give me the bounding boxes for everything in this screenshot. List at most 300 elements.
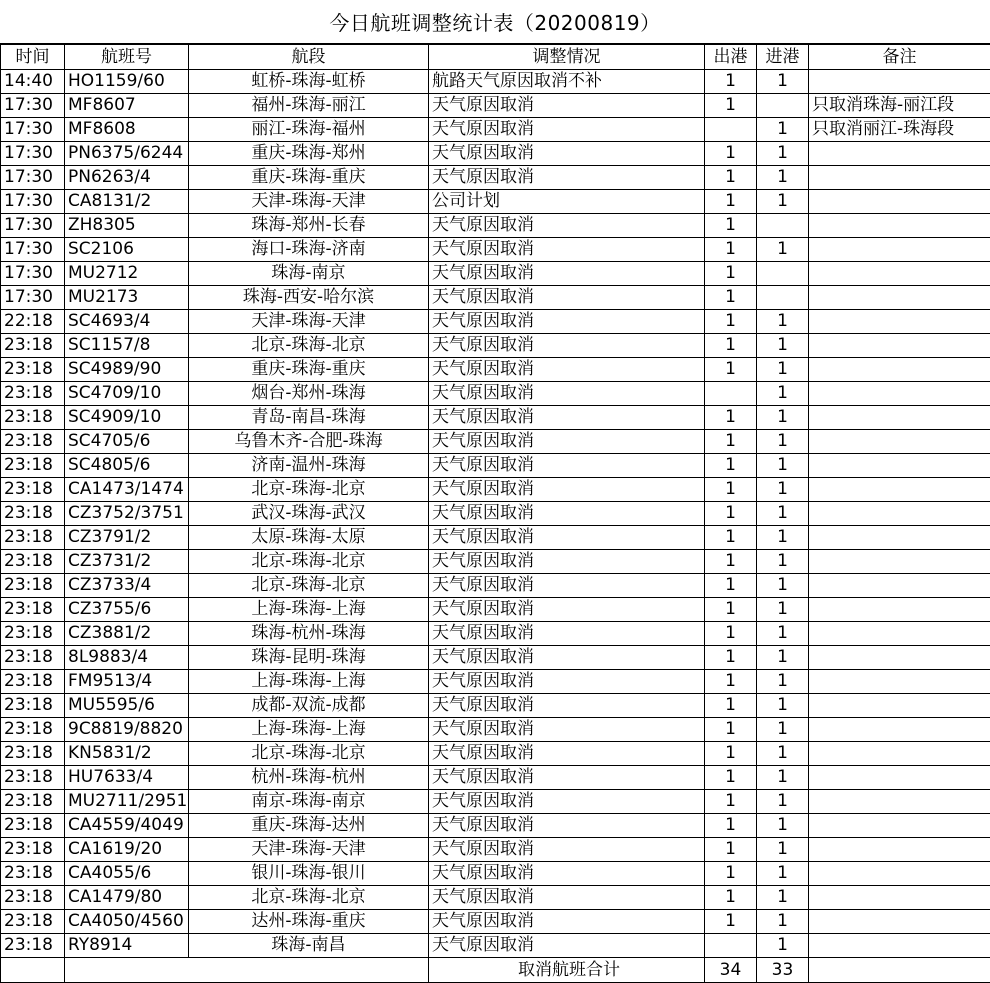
table-row xyxy=(1,598,990,622)
cell-note xyxy=(809,718,990,742)
cell-inbound: 1 xyxy=(757,142,809,166)
cell-segment: 北京-珠海-北京 xyxy=(189,334,429,358)
cell-segment: 青岛-南昌-珠海 xyxy=(189,406,429,430)
cell-flight-number: SC1157/8 xyxy=(65,334,189,358)
cell-outbound: 1 xyxy=(705,526,757,550)
cell-adjustment: 天气原因取消 xyxy=(429,862,705,886)
cell-outbound xyxy=(705,118,757,142)
table-row xyxy=(1,94,990,118)
table-row xyxy=(1,382,990,406)
cell-note: 只取消珠海-丽江段 xyxy=(809,94,990,118)
cell-flight-number: KN5831/2 xyxy=(65,742,189,766)
cell-time: 23:18 xyxy=(1,358,65,382)
table-row xyxy=(1,262,990,286)
cell-adjustment: 天气原因取消 xyxy=(429,358,705,382)
table-body xyxy=(1,70,990,958)
cell-inbound: 1 xyxy=(757,622,809,646)
table-row xyxy=(1,502,990,526)
cell-inbound: 1 xyxy=(757,790,809,814)
cell-inbound xyxy=(757,94,809,118)
cell-segment: 天津-珠海-天津 xyxy=(189,838,429,862)
cell-note xyxy=(809,646,990,670)
cell-outbound: 1 xyxy=(705,694,757,718)
cell-inbound: 1 xyxy=(757,430,809,454)
cell-inbound: 1 xyxy=(757,358,809,382)
cell-adjustment: 天气原因取消 xyxy=(429,334,705,358)
cell-adjustment: 天气原因取消 xyxy=(429,814,705,838)
cell-adjustment: 天气原因取消 xyxy=(429,478,705,502)
cell-note xyxy=(809,790,990,814)
cell-adjustment: 天气原因取消 xyxy=(429,382,705,406)
cell-segment: 重庆-珠海-达州 xyxy=(189,814,429,838)
cell-outbound: 1 xyxy=(705,550,757,574)
cell-time: 23:18 xyxy=(1,334,65,358)
cell-outbound: 1 xyxy=(705,574,757,598)
cell-time: 23:18 xyxy=(1,454,65,478)
table-row xyxy=(1,190,990,214)
cell-note xyxy=(809,478,990,502)
cell-outbound: 1 xyxy=(705,430,757,454)
table-row xyxy=(1,478,990,502)
cell-adjustment: 天气原因取消 xyxy=(429,838,705,862)
cell-flight-number: MU2173 xyxy=(65,286,189,310)
cell-note xyxy=(809,262,990,286)
cell-outbound: 1 xyxy=(705,262,757,286)
cell-inbound: 1 xyxy=(757,190,809,214)
table-row xyxy=(1,526,990,550)
cell-time: 17:30 xyxy=(1,94,65,118)
cell-inbound: 1 xyxy=(757,382,809,406)
cell-segment: 济南-温州-珠海 xyxy=(189,454,429,478)
cell-note xyxy=(809,406,990,430)
cell-inbound: 1 xyxy=(757,910,809,934)
cell-inbound: 1 xyxy=(757,310,809,334)
cell-flight-number: CZ3733/4 xyxy=(65,574,189,598)
cell-flight-number: MU5595/6 xyxy=(65,694,189,718)
cell-inbound: 1 xyxy=(757,334,809,358)
cell-time: 23:18 xyxy=(1,910,65,934)
cell-segment: 珠海-南京 xyxy=(189,262,429,286)
cell-note xyxy=(809,838,990,862)
table-row xyxy=(1,406,990,430)
cell-outbound: 1 xyxy=(705,94,757,118)
cell-segment: 达州-珠海-重庆 xyxy=(189,910,429,934)
cell-flight-number: SC4989/90 xyxy=(65,358,189,382)
cell-note xyxy=(809,550,990,574)
cell-inbound: 1 xyxy=(757,478,809,502)
cell-time: 23:18 xyxy=(1,622,65,646)
cell-segment: 重庆-珠海-郑州 xyxy=(189,142,429,166)
total-in: 33 xyxy=(757,958,809,983)
cell-outbound: 1 xyxy=(705,406,757,430)
cell-note xyxy=(809,502,990,526)
cell-adjustment: 天气原因取消 xyxy=(429,406,705,430)
cell-flight-number: CZ3881/2 xyxy=(65,622,189,646)
table-row xyxy=(1,238,990,262)
cell-segment: 武汉-珠海-武汉 xyxy=(189,502,429,526)
cell-flight-number: CZ3752/3751 xyxy=(65,502,189,526)
cell-time: 14:40 xyxy=(1,70,65,94)
cell-adjustment: 天气原因取消 xyxy=(429,94,705,118)
cell-adjustment: 天气原因取消 xyxy=(429,670,705,694)
cell-outbound: 1 xyxy=(705,670,757,694)
cell-flight-number: CA1473/1474 xyxy=(65,478,189,502)
cell-inbound xyxy=(757,286,809,310)
cell-time: 23:18 xyxy=(1,502,65,526)
cell-segment: 北京-珠海-北京 xyxy=(189,574,429,598)
cell-note xyxy=(809,238,990,262)
cell-inbound: 1 xyxy=(757,70,809,94)
cell-time: 23:18 xyxy=(1,670,65,694)
cell-inbound: 1 xyxy=(757,838,809,862)
cell-outbound: 1 xyxy=(705,166,757,190)
cell-adjustment: 天气原因取消 xyxy=(429,142,705,166)
cell-inbound: 1 xyxy=(757,694,809,718)
cell-inbound: 1 xyxy=(757,742,809,766)
cell-adjustment: 天气原因取消 xyxy=(429,286,705,310)
table-container xyxy=(0,44,990,983)
table-row xyxy=(1,574,990,598)
table-row xyxy=(1,118,990,142)
cell-segment: 天津-珠海-天津 xyxy=(189,190,429,214)
cell-outbound: 1 xyxy=(705,454,757,478)
cell-flight-number: MU2711/2951 xyxy=(65,790,189,814)
cell-flight-number: ZH8305 xyxy=(65,214,189,238)
cell-time: 17:30 xyxy=(1,118,65,142)
table-row xyxy=(1,694,990,718)
cell-time: 23:18 xyxy=(1,718,65,742)
total-empty-cell xyxy=(1,958,65,983)
cell-note xyxy=(809,454,990,478)
cell-note xyxy=(809,70,990,94)
cell-adjustment: 天气原因取消 xyxy=(429,574,705,598)
cell-time: 23:18 xyxy=(1,886,65,910)
cell-outbound: 1 xyxy=(705,142,757,166)
cell-note: 只取消丽江-珠海段 xyxy=(809,118,990,142)
cell-time: 23:18 xyxy=(1,406,65,430)
cell-segment: 重庆-珠海-重庆 xyxy=(189,166,429,190)
cell-segment: 上海-珠海-上海 xyxy=(189,670,429,694)
cell-outbound: 1 xyxy=(705,862,757,886)
cell-inbound: 1 xyxy=(757,406,809,430)
cell-inbound xyxy=(757,214,809,238)
cell-adjustment: 天气原因取消 xyxy=(429,790,705,814)
cell-note xyxy=(809,622,990,646)
cell-adjustment: 天气原因取消 xyxy=(429,502,705,526)
cell-flight-number: HO1159/60 xyxy=(65,70,189,94)
cell-segment: 银川-珠海-银川 xyxy=(189,862,429,886)
cell-inbound: 1 xyxy=(757,646,809,670)
cell-flight-number: SC4693/4 xyxy=(65,310,189,334)
cell-segment: 珠海-郑州-长春 xyxy=(189,214,429,238)
cell-time: 23:18 xyxy=(1,934,65,958)
cell-segment: 南京-珠海-南京 xyxy=(189,790,429,814)
cell-note xyxy=(809,286,990,310)
cell-note xyxy=(809,814,990,838)
cell-flight-number: SC4909/10 xyxy=(65,406,189,430)
cell-adjustment: 天气原因取消 xyxy=(429,550,705,574)
cell-segment: 北京-珠海-北京 xyxy=(189,478,429,502)
cell-segment: 天津-珠海-天津 xyxy=(189,310,429,334)
cell-segment: 珠海-南昌 xyxy=(189,934,429,958)
cell-inbound: 1 xyxy=(757,238,809,262)
cell-flight-number: 8L9883/4 xyxy=(65,646,189,670)
table-row xyxy=(1,142,990,166)
table-row xyxy=(1,358,990,382)
cell-segment: 成都-双流-成都 xyxy=(189,694,429,718)
cell-inbound: 1 xyxy=(757,550,809,574)
table-row xyxy=(1,430,990,454)
cell-outbound: 1 xyxy=(705,70,757,94)
cell-note xyxy=(809,214,990,238)
cell-inbound: 1 xyxy=(757,886,809,910)
cell-flight-number: HU7633/4 xyxy=(65,766,189,790)
header-row xyxy=(1,45,990,70)
cell-outbound: 1 xyxy=(705,622,757,646)
cell-note xyxy=(809,142,990,166)
table-row xyxy=(1,622,990,646)
cell-segment: 丽江-珠海-福州 xyxy=(189,118,429,142)
cell-adjustment: 天气原因取消 xyxy=(429,886,705,910)
cell-flight-number: MF8607 xyxy=(65,94,189,118)
cell-flight-number: CA1619/20 xyxy=(65,838,189,862)
header-in: 进港 xyxy=(757,45,809,70)
cell-inbound: 1 xyxy=(757,502,809,526)
cell-outbound: 1 xyxy=(705,838,757,862)
cell-outbound: 1 xyxy=(705,358,757,382)
cell-inbound: 1 xyxy=(757,118,809,142)
cell-time: 22:18 xyxy=(1,310,65,334)
cell-adjustment: 公司计划 xyxy=(429,190,705,214)
flight-adjustment-table xyxy=(0,44,990,983)
total-row xyxy=(1,958,990,983)
cell-time: 23:18 xyxy=(1,382,65,406)
table-row xyxy=(1,718,990,742)
cell-note xyxy=(809,334,990,358)
cell-segment: 上海-珠海-上海 xyxy=(189,718,429,742)
cell-note xyxy=(809,190,990,214)
cell-segment: 乌鲁木齐-合肥-珠海 xyxy=(189,430,429,454)
cell-flight-number: CZ3791/2 xyxy=(65,526,189,550)
cell-note xyxy=(809,886,990,910)
cell-flight-number: CA8131/2 xyxy=(65,190,189,214)
cell-flight-number: SC4705/6 xyxy=(65,430,189,454)
table-row xyxy=(1,814,990,838)
cell-flight-number: PN6375/6244 xyxy=(65,142,189,166)
cell-segment: 海口-珠海-济南 xyxy=(189,238,429,262)
cell-note xyxy=(809,358,990,382)
cell-time: 23:18 xyxy=(1,862,65,886)
cell-time: 23:18 xyxy=(1,550,65,574)
cell-note xyxy=(809,670,990,694)
cell-time: 23:18 xyxy=(1,790,65,814)
table-row xyxy=(1,70,990,94)
table-row xyxy=(1,670,990,694)
cell-time: 23:18 xyxy=(1,598,65,622)
cell-flight-number: MU2712 xyxy=(65,262,189,286)
cell-note xyxy=(809,910,990,934)
cell-time: 17:30 xyxy=(1,142,65,166)
cell-flight-number: RY8914 xyxy=(65,934,189,958)
cell-note xyxy=(809,598,990,622)
cell-inbound: 1 xyxy=(757,598,809,622)
cell-note xyxy=(809,694,990,718)
header-time: 时间 xyxy=(1,45,65,70)
cell-outbound: 1 xyxy=(705,718,757,742)
table-row xyxy=(1,286,990,310)
cell-outbound: 1 xyxy=(705,502,757,526)
table-row xyxy=(1,550,990,574)
cell-flight-number: SC2106 xyxy=(65,238,189,262)
total-empty-cell xyxy=(809,958,990,983)
table-row xyxy=(1,310,990,334)
cell-outbound: 1 xyxy=(705,214,757,238)
cell-adjustment: 天气原因取消 xyxy=(429,718,705,742)
cell-outbound xyxy=(705,382,757,406)
cell-note xyxy=(809,166,990,190)
cell-adjustment: 天气原因取消 xyxy=(429,598,705,622)
cell-time: 17:30 xyxy=(1,286,65,310)
cell-outbound: 1 xyxy=(705,910,757,934)
cell-segment: 烟台-郑州-珠海 xyxy=(189,382,429,406)
cell-time: 23:18 xyxy=(1,814,65,838)
table-row xyxy=(1,910,990,934)
cell-segment: 珠海-杭州-珠海 xyxy=(189,622,429,646)
cell-adjustment: 天气原因取消 xyxy=(429,766,705,790)
cell-segment: 北京-珠海-北京 xyxy=(189,886,429,910)
cell-adjustment: 天气原因取消 xyxy=(429,526,705,550)
cell-segment: 珠海-西安-哈尔滨 xyxy=(189,286,429,310)
cell-note xyxy=(809,934,990,958)
header-flight: 航班号 xyxy=(65,45,189,70)
cell-adjustment: 天气原因取消 xyxy=(429,262,705,286)
cell-time: 23:18 xyxy=(1,742,65,766)
total-out: 34 xyxy=(705,958,757,983)
cell-adjustment: 天气原因取消 xyxy=(429,910,705,934)
table-row xyxy=(1,886,990,910)
cell-segment: 福州-珠海-丽江 xyxy=(189,94,429,118)
header-segment: 航段 xyxy=(189,45,429,70)
cell-segment: 上海-珠海-上海 xyxy=(189,598,429,622)
cell-segment: 重庆-珠海-重庆 xyxy=(189,358,429,382)
cell-outbound: 1 xyxy=(705,190,757,214)
cell-inbound: 1 xyxy=(757,862,809,886)
table-row xyxy=(1,742,990,766)
cell-outbound: 1 xyxy=(705,886,757,910)
cell-outbound: 1 xyxy=(705,742,757,766)
cell-segment: 北京-珠海-北京 xyxy=(189,742,429,766)
cell-note xyxy=(809,766,990,790)
cell-outbound: 1 xyxy=(705,646,757,670)
cell-flight-number: PN6263/4 xyxy=(65,166,189,190)
cell-flight-number: CZ3731/2 xyxy=(65,550,189,574)
cell-adjustment: 天气原因取消 xyxy=(429,694,705,718)
cell-time: 23:18 xyxy=(1,766,65,790)
cell-adjustment: 天气原因取消 xyxy=(429,454,705,478)
cell-inbound: 1 xyxy=(757,766,809,790)
cell-note xyxy=(809,382,990,406)
cell-inbound: 1 xyxy=(757,670,809,694)
cell-adjustment: 天气原因取消 xyxy=(429,934,705,958)
cell-outbound: 1 xyxy=(705,286,757,310)
cell-adjustment: 天气原因取消 xyxy=(429,214,705,238)
cell-outbound: 1 xyxy=(705,814,757,838)
table-row xyxy=(1,334,990,358)
cell-time: 23:18 xyxy=(1,478,65,502)
cell-time: 23:18 xyxy=(1,646,65,670)
cell-segment: 北京-珠海-北京 xyxy=(189,550,429,574)
cell-time: 23:18 xyxy=(1,574,65,598)
header-note: 备注 xyxy=(809,45,990,70)
cell-time: 17:30 xyxy=(1,238,65,262)
cell-outbound: 1 xyxy=(705,478,757,502)
cell-flight-number: CA4559/4049 xyxy=(65,814,189,838)
cell-adjustment: 天气原因取消 xyxy=(429,430,705,454)
cell-outbound: 1 xyxy=(705,334,757,358)
cell-flight-number: SC4709/10 xyxy=(65,382,189,406)
cell-adjustment: 天气原因取消 xyxy=(429,310,705,334)
cell-adjustment: 航路天气原因取消不补 xyxy=(429,70,705,94)
table-row xyxy=(1,766,990,790)
cell-adjustment: 天气原因取消 xyxy=(429,166,705,190)
cell-adjustment: 天气原因取消 xyxy=(429,622,705,646)
table-row xyxy=(1,646,990,670)
cell-adjustment: 天气原因取消 xyxy=(429,646,705,670)
cell-flight-number: 9C8819/8820 xyxy=(65,718,189,742)
cell-inbound: 1 xyxy=(757,166,809,190)
cell-outbound: 1 xyxy=(705,766,757,790)
table-row xyxy=(1,454,990,478)
cell-time: 17:30 xyxy=(1,190,65,214)
cell-outbound: 1 xyxy=(705,238,757,262)
cell-time: 17:30 xyxy=(1,166,65,190)
cell-note xyxy=(809,862,990,886)
cell-note xyxy=(809,526,990,550)
cell-note xyxy=(809,310,990,334)
cell-inbound xyxy=(757,262,809,286)
table-row xyxy=(1,838,990,862)
cell-time: 23:18 xyxy=(1,526,65,550)
cell-note xyxy=(809,574,990,598)
sheet-title: 今日航班调整统计表（20200819） xyxy=(0,0,990,44)
cell-flight-number: MF8608 xyxy=(65,118,189,142)
cell-flight-number: FM9513/4 xyxy=(65,670,189,694)
cell-inbound: 1 xyxy=(757,454,809,478)
cell-flight-number: CA1479/80 xyxy=(65,886,189,910)
cell-segment: 虹桥-珠海-虹桥 xyxy=(189,70,429,94)
cell-inbound: 1 xyxy=(757,574,809,598)
cell-segment: 杭州-珠海-杭州 xyxy=(189,766,429,790)
cell-inbound: 1 xyxy=(757,814,809,838)
table-row xyxy=(1,166,990,190)
cell-time: 17:30 xyxy=(1,262,65,286)
cell-outbound xyxy=(705,934,757,958)
cell-time: 17:30 xyxy=(1,214,65,238)
cell-time: 23:18 xyxy=(1,838,65,862)
cell-note xyxy=(809,742,990,766)
cell-adjustment: 天气原因取消 xyxy=(429,238,705,262)
cell-time: 23:18 xyxy=(1,430,65,454)
header-adjustment: 调整情况 xyxy=(429,45,705,70)
header-out: 出港 xyxy=(705,45,757,70)
cell-inbound: 1 xyxy=(757,718,809,742)
cell-flight-number: SC4805/6 xyxy=(65,454,189,478)
cell-note xyxy=(809,430,990,454)
cell-adjustment: 天气原因取消 xyxy=(429,118,705,142)
table-row xyxy=(1,214,990,238)
cell-segment: 太原-珠海-太原 xyxy=(189,526,429,550)
table-row xyxy=(1,862,990,886)
